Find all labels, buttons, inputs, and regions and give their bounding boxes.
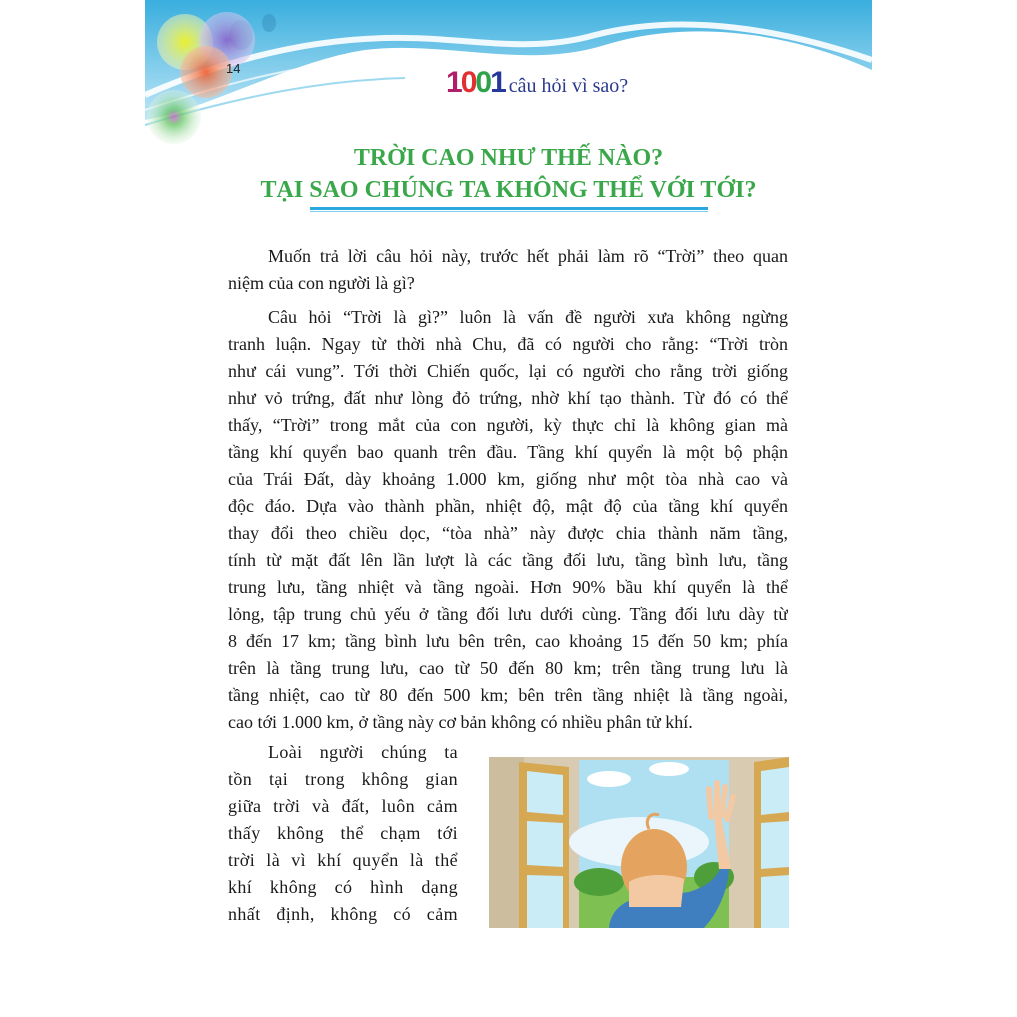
logo-digit: 1 bbox=[490, 66, 505, 99]
text-line: tồn tại trong không gian bbox=[228, 769, 458, 789]
text-line: giữa trời và đất, luôn cảm bbox=[228, 796, 458, 816]
text-line: lỏng, tập trung chủ yếu ở tầng đối lưu dưới cùng. Tầng đối lưu dày từ bbox=[228, 604, 788, 624]
series-logo bbox=[446, 68, 628, 98]
text-line: Muốn trả lời câu hỏi này, trước hết phải làm rõ “Trời” theo quan bbox=[268, 246, 788, 266]
title-divider-thin bbox=[310, 211, 708, 212]
logo-1001 bbox=[446, 68, 505, 98]
text-line: độc đáo. Dựa vào thành phần, nhiệt độ, mật độ của tầng khí quyển bbox=[228, 496, 788, 516]
boy-at-window-illustration bbox=[489, 757, 789, 928]
article-title-line-1: TRỜI CAO NHƯ THẾ NÀO? bbox=[353, 145, 664, 171]
text-line: thấy, “Trời” trong mắt của con người, kỳ thực chỉ là không gian mà bbox=[228, 415, 788, 435]
text-line: tính từ mặt đất lên lần lượt là các tầng đối lưu, tầng bình lưu, tầng bbox=[228, 550, 788, 570]
text-line: thay đổi theo chiều dọc, “tòa nhà” này được chia thành năm tầng, bbox=[228, 523, 788, 543]
paragraph-2 bbox=[228, 304, 788, 736]
series-title: câu hỏi vì sao? bbox=[508, 75, 629, 97]
text-line: như cái vung”. Tới thời Chiến quốc, lại có người cho rằng trời giống bbox=[228, 361, 788, 381]
text-line: khí không có hình dạng bbox=[228, 877, 458, 897]
text-line: trung lưu, tầng nhiệt và tầng ngoài. Hơn 90% bầu khí quyển là thể bbox=[228, 577, 788, 597]
text-line: của Trái Đất, dày khoảng 1.000 km, giống như một tòa nhà cao và bbox=[228, 469, 788, 489]
text-line: cao tới 1.000 km, ở tầng này cơ bản không có nhiều phân tử khí. bbox=[228, 712, 693, 732]
logo-digit: 0 bbox=[475, 66, 491, 99]
text-line: như vỏ trứng, đất như lòng đỏ trứng, nhờ khí tạo thành. Từ đó có thể bbox=[228, 388, 788, 408]
logo-digit: 1 bbox=[446, 66, 461, 99]
text-line: tầng khí quyển bao quanh trên đầu. Tầng khí quyển là một bộ phận bbox=[228, 442, 788, 462]
title-divider bbox=[310, 207, 708, 210]
text-line: 8 đến 17 km; tầng bình lưu bên trên, cao khoảng 15 đến 50 km; phía bbox=[228, 631, 788, 651]
text-line: trên là tầng trung lưu, cao từ 50 đến 80 km; trên tầng trung lưu là bbox=[228, 658, 788, 678]
text-line: nhất định, không có cảm bbox=[228, 904, 458, 924]
article-title-line-2: TẠI SAO CHÚNG TA KHÔNG THỂ VỚI TỚI? bbox=[260, 177, 757, 203]
text-line: niệm của con người là gì? bbox=[228, 273, 415, 293]
text-line: Câu hỏi “Trời là gì?” luôn là vấn đề người xưa không ngừng bbox=[268, 307, 788, 327]
logo-digit: 0 bbox=[460, 66, 476, 99]
text-line: tầng nhiệt, cao từ 80 đến 500 km; bên trên tầng nhiệt là tầng ngoài, bbox=[228, 685, 788, 705]
paragraph-1 bbox=[228, 243, 788, 297]
text-line: thấy không thể chạm tới bbox=[228, 823, 458, 843]
text-line: trời là vì khí quyển là thể bbox=[228, 850, 458, 870]
page-number: 14 bbox=[226, 61, 241, 76]
paragraph-3 bbox=[228, 739, 458, 928]
text-line: tranh luận. Ngay từ thời nhà Chu, đã có người cho rằng: “Trời tròn bbox=[228, 334, 788, 354]
text-line: Loài người chúng ta bbox=[268, 742, 458, 762]
